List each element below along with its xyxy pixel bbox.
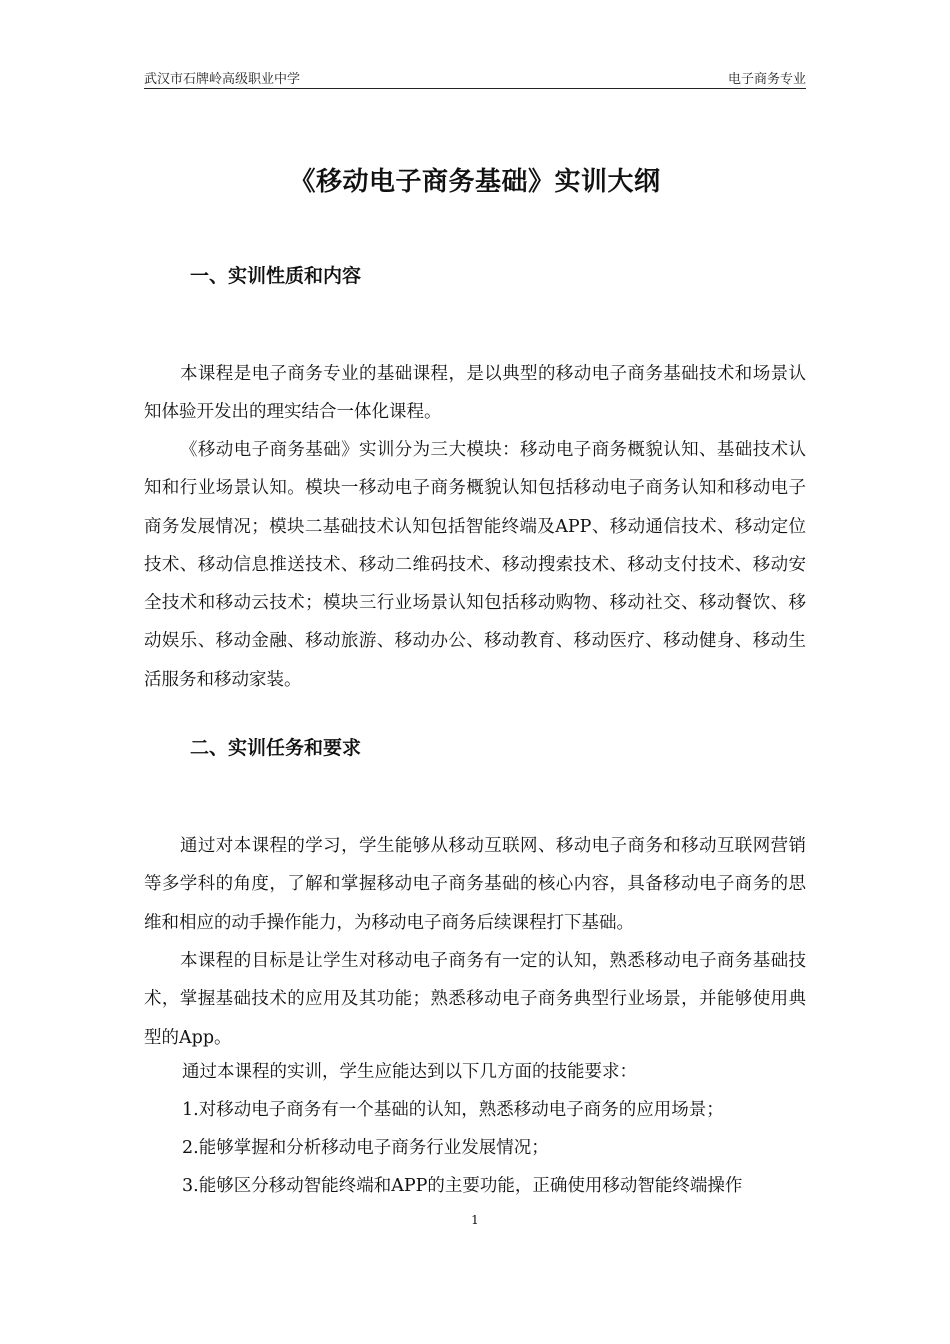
header-major: 电子商务专业 [727,72,806,87]
requirement-item-1: 1.对移动电子商务有一个基础的认知，熟悉移动电子商务的应用场景； [182,1100,724,1120]
page-header [144,68,806,88]
requirement-item-2: 2.能够掌握和分析移动电子商务行业发展情况； [182,1138,549,1158]
section1-heading: 一、实训性质和内容 [190,265,362,287]
section2-paragraph-3: 通过本课程的实训，学生应能达到以下几方面的技能要求： [182,1062,637,1082]
header-divider [144,88,806,89]
page-number: 1 [471,1213,479,1227]
section1-paragraph-2: 《移动电子商务基础》实训分为三大模块：移动电子商务概貌认知、基础技术认知和行业场景认知。模块一移动电子商务概貌认知包括移动电子商务认知和移动电子商务发展情况；模块二基础技术认知包括智能终端及APP、移动通信技术、移动定位技术、移动信息推送技术、移动二维码技术、移动搜索技术、移动支付技术、移动安全技术和移动云技术；模块三行业场景认知包括移动购物、移动社交、移动餐饮、移动娱乐、移动金融、移动旅游、移动办公、移动教育、移动医疗、移动健身、移动生活服务和移动家装。 [144,440,806,690]
document-title: 《移动电子商务基础》实训大纲 [289,167,661,197]
section2-paragraph-1: 通过对本课程的学习，学生能够从移动互联网、移动电子商务和移动互联网营销等多学科的角度，了解和掌握移动电子商务基础的核心内容，具备移动电子商务的思维和相应的动手操作能力，为移动电子商务后续课程打下基础。 [144,836,806,933]
section2-heading: 二、实训任务和要求 [190,737,362,759]
section1-paragraph-1: 本课程是电子商务专业的基础课程，是以典型的移动电子商务基础技术和场景认知体验开发出的理实结合一体化课程。 [144,364,806,423]
requirement-item-3: 3.能够区分移动智能终端和APP的主要功能，正确使用移动智能终端操作 [182,1176,743,1196]
section2-paragraph-2: 本课程的目标是让学生对移动电子商务有一定的认知，熟悉移动电子商务基础技术，掌握基础技术的应用及其功能；熟悉移动电子商务典型行业场景，并能够使用典型的App。 [144,951,806,1048]
header-school-name: 武汉市石牌岭高级职业中学 [144,72,301,87]
